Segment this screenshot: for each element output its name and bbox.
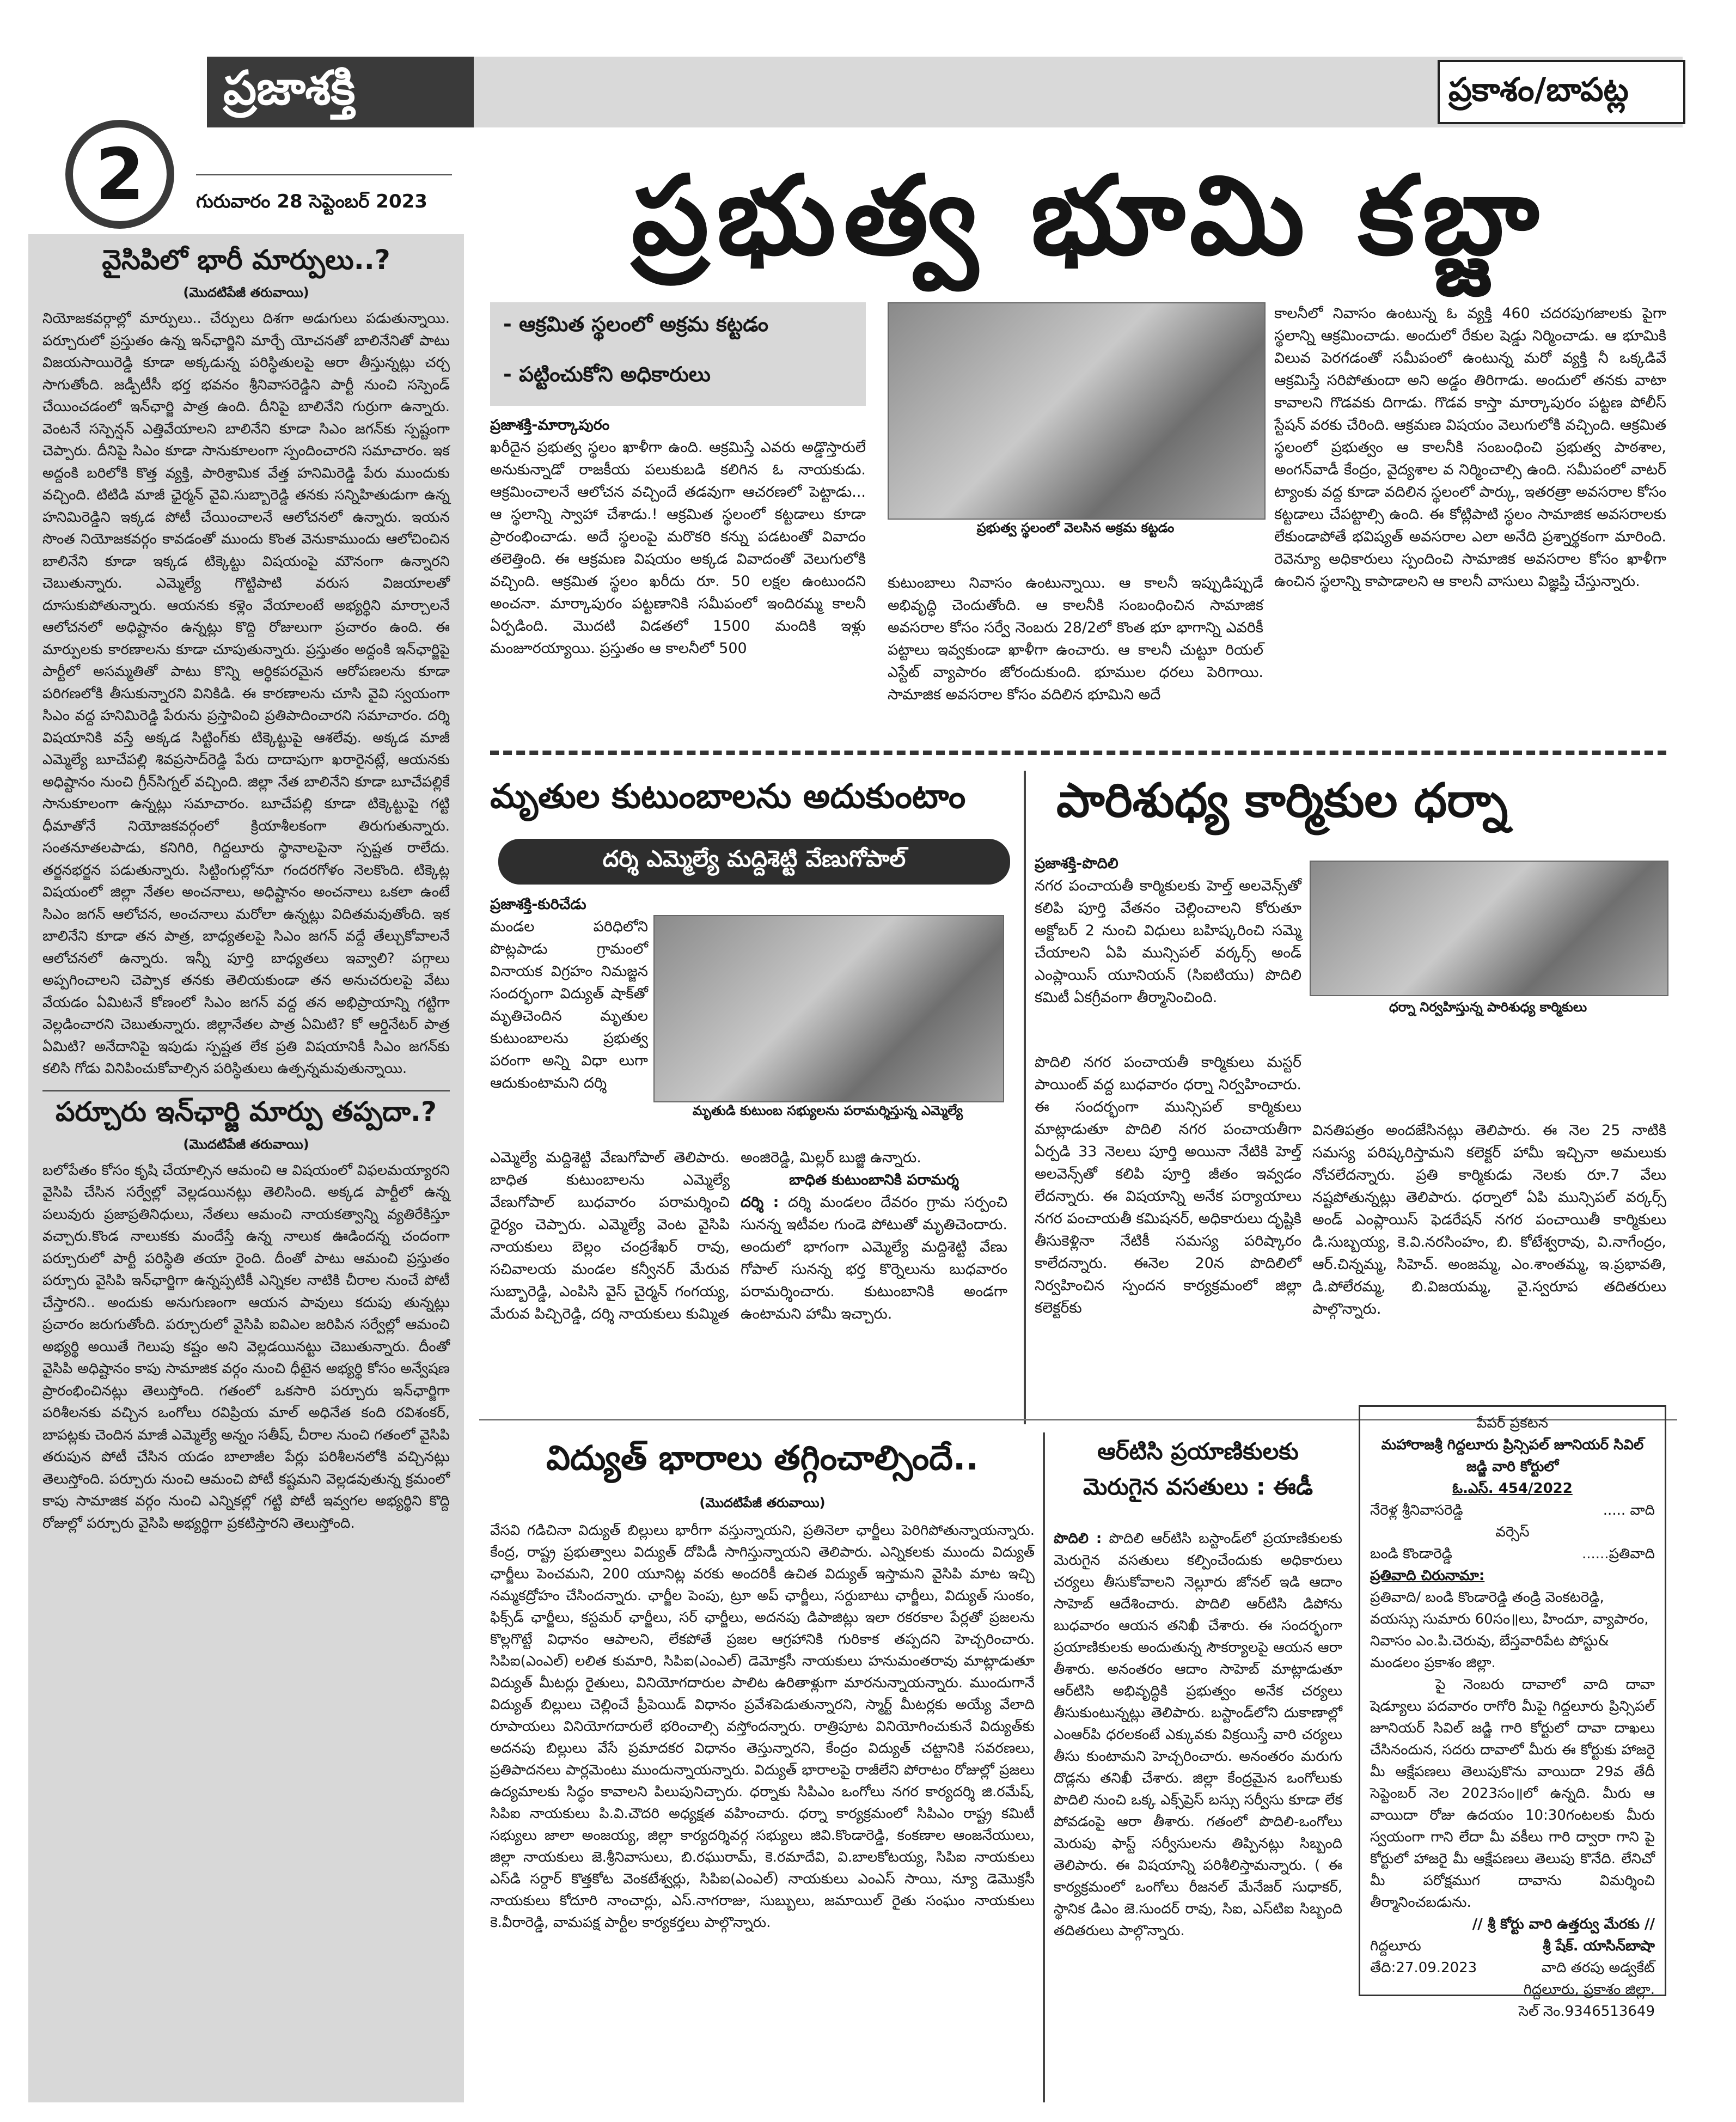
column-rule: [1024, 771, 1026, 1424]
photo-caption: ధర్నా నిర్వహిస్తున్న పారిశుధ్య కార్మికులు: [1389, 999, 1587, 1015]
story-headline: మెరుగైన వసతులు : ఈడీ: [1083, 1473, 1313, 1500]
story-headline: పర్చూరు ఇన్‌ఛార్జి మార్పు తప్పదా.?: [56, 1095, 437, 1127]
story-body: నగర పంచాయతీ కార్మికులకు హెల్త్ అలవెన్స్‌తో కలిపి పూర్తి వేతనం చెల్లించాలని కోరుతూ అక్టోబర్ 2 నుంచి విధులు బహిష్కరించి సమ్మె చేయాలని ఏపి మున్సిపల్ వర్కర్స్ అండ్ ఎంప్లాయిస్ యూనియన్ (సిఐటియు) పొదిలి కమిటీ ఏకగ్రీవంగా తీర్మానించింది.: [1035, 877, 1301, 1006]
notice-date: తేది:27.09.2023: [1370, 1960, 1477, 1976]
advocate-name: శ్రీ షేక్. యాసిన్‌బాషా: [1543, 1938, 1655, 1954]
story-body: ఎమ్మెల్యే మద్దిశెట్టి వేణుగోపాల్ తెలిపారు. బాధిత కుటుంబాలను ఎమ్మెల్యే వేణుగోపాల్ బుధవారం పరామర్శించి ధైర్యం చెప్పారు. ఎమ్మెల్యే వెంట వైసిపి నాయకులు బెల్లం చంద్రశేఖర్ రావు, సచివాలయ మండల కన్వీనర్ మేరువ సుబ్బారెడ్డి, ఎంపిసి వైస్ చైర్మన్ గంగయ్య, మేరువ పిచ్చిరెడ్డి, దర్శి నాయకులు కుమ్మిత: [490, 1149, 730, 1322]
page-number: 2: [65, 120, 174, 229]
plaintiff-role: ..... వాది: [1603, 1502, 1655, 1519]
story-column: [490, 414, 866, 660]
photo-caption: ప్రభుత్వ స్థలంలో వెలసిన అక్రమ కట్టడం: [976, 520, 1175, 535]
column-rule: [1043, 1432, 1045, 2102]
court-order: // శ్రీ కోర్టు వారి ఉత్తర్వు మేరకు //: [1472, 1916, 1655, 1932]
notice-place: గిద్దలూరు: [1370, 1938, 1421, 1954]
story-body: పొదిలి ఆర్‌టిసి బస్టాండ్‌లో ప్రయాణికులకు మెరుగైన వసతులు కల్పించేందుకు అధికారులు చర్యలు తీసుకోవాలని నెల్లూరు జోనల్ ఇడి ఆదాం సాహెబ్ ఆదేశించారు. పొదిలి ఆర్‌టిసి డిపోను బుధవారం ఆయన తనిఖీ చేశారు. ఈ సందర్భంగా ప్రయాణికులకు అందుతున్న సౌకర్యాలపై ఆయన ఆరా తీశారు. అనంతరం ఆదాం సాహెబ్ మాట్లాడుతూ ఆర్‌టిసి అభివృద్ధికి ప్రభుత్వం అనేక చర్యలు తీసుకుంటున్నట్లు తెలిపారు. బస్టాండ్‌లోని దుకాణాల్లో ఎంఆర్‌పి ధరలకంటే ఎక్కువకు విక్రయిస్తే వారి చర్యలు తీసు కుంటామని హెచ్చరించారు. అనంతరం మరుగు దొడ్లను తనిఖీ చేశారు. జిల్లా కేంద్రమైన ఒంగోలుకు పొదిలి నుంచి ఒక్క ఎక్స్‌ప్రెస్ బస్సు సర్వీసు కూడా లేక పోవడంపై ఆరా తీశారు. గతంలో పొదిలి-ఒంగోలు మెరుపు ఫాస్ట్ సర్వీసులను తిప్పినట్లు సిబ్బంది తెలిపారు. ఈ విషయాన్ని పరిశీలిస్తామన్నారు. ( ఈ కార్యక్రమంలో ఒంగోలు రీజనల్ మేనేజర్ సుధాకర్, స్థానిక డిఎం జె.సుందర్ రావు, సిఐ, ఎస్‌టిఐ సిబ్బంది తదితరులు పాల్గొన్నారు.: [1054, 1530, 1342, 1939]
section-divider: [490, 751, 1666, 755]
edition-label: ప్రకాశం/బాపట్ల: [1448, 71, 1629, 109]
story-headline: వైసిపిలో భారీ మార్పులు..?: [102, 244, 390, 276]
story-subhead: దర్శి ఎమ్మెల్యే మద్దిశెట్టి వేణుగోపాల్: [498, 839, 1010, 885]
advocate-role: వాది తరపు అడ్వకేట్: [1541, 1960, 1655, 1976]
story-headline: విద్యుత్ భారాలు తగ్గించాల్సిందే..: [546, 1438, 979, 1478]
address-label: ప్రతివాది చిరునామా:: [1370, 1568, 1485, 1584]
divider: [42, 1090, 450, 1092]
story-body: పొదిలి నగర పంచాయతీ కార్మికులు మస్టర్ పాయింట్ వద్ద బుధవారం ధర్నా నిర్వహించారు. ఈ సందర్భంగా మున్సిపల్ కార్మికులు మాట్లాడుతూ పొదిలి నగర పంచాయతీగా ఏర్పడి 33 నెలలు పూర్తి అయినా నేటికి హెల్త్ అలవెన్స్‌తో కలిపి పూర్తి జీతం ఇవ్వడం లేదన్నారు. ఈ విషయాన్ని అనేక పర్యాయాలు నగర పంచాయతీ కమిషనర్, అధికారులు దృష్టికి తీసుకెళ్లినా నేటికీ సమస్య పరిష్కారం కాలేదన్నారు. ఈనెల 20న పొదిలిలో నిర్వహించిన స్పందన కార్యక్రమంలో జిల్లా కలెక్టర్‌కు: [1035, 1054, 1301, 1316]
versus-label: వర్సెస్: [1495, 1524, 1530, 1540]
dateline: పొదిలి :: [1054, 1530, 1102, 1547]
dateline: ప్రజాశక్తి-పొదిలి: [1035, 855, 1118, 872]
photo-protest: [1310, 861, 1668, 996]
story-body: వినతిపత్రం అందజేసినట్లు తెలిపారు. ఈ నెల 25 నాటికి సమస్య పరిష్కరిస్తామని కలెక్టర్ హామీ ఇచ్చినా అమలుకు నోచలేదన్నారు. ప్రతి కార్మికుడు నెలకు రూ.7 వేలు నష్టపోతున్నట్లు తెలిపారు. ధర్నాలో ఏపి మున్సిపల్ వర్కర్స్ అండ్ ఎంప్లాయిస్ ఫెడరేషన్ నగర పంచాయితీ కార్మికులు డి.సుబ్బయ్య, కె.వి.నరసింహం, బి. కోటేశ్వరావు, వి.నాగేంద్రం, ఆర్.చిన్నమ్మ, సిహెచ్. అంజమ్మ, ఎం.శాంతమ్మ, ఇ.ప్రభావతి, డి.పోలేరమ్మ, బి.విజయమ్మ, వై.స్వరూప తదితరులు పాల్గొన్నారు.: [1312, 1122, 1666, 1318]
story-column: [490, 893, 648, 1094]
story-column: కాలనీలో నివాసం ఉంటున్న ఓ వ్యక్తి 460 చదరపుగజాలకు పైగా స్థలాన్ని ఆక్రమించాడు. అందులో రేకుల షెడ్డు నిర్మించాడు. ఆ భూమికి విలువ పెరగడంతో సమీపంలో ఉంటున్న మరో వ్యక్తి నీ ఒక్కడివే ఆక్రమిస్తే సరిపోతుందా అని అడ్డం తిరిగాడు. అందులో తనకు వాటా కావాలని గొడవకు దిగాడు. గొడవ కాస్తా మార్కాపురం పట్టణ పోలీస్ స్టేషన్ వరకు చేరింది. ఆక్రమణ విషయం వెలుగులోకి వచ్చింది. ఆక్రమిత స్థలంలో ప్రభుత్వం ఆ కాలనీకి సంబంధించి ప్రభుత్వ పాఠశాల, అంగన్‌వాడీ కేంద్రం, వైద్యశాల వ నిర్మించాల్సి ఉంది. సమీపంలో వాటర్ ట్యాంకు వద్ద కూడా వదిలిన స్థలంలో పార్కు, ఇతరత్రా అవసరాల కోసం కట్టడాలు చేపట్టాల్సి ఉంది. ఈ కోట్లిపాటి స్థలం సామాజిక అవసరాలకు లేకుండాపోతే భవిష్యత్ అవసరాల ఎలా అనేది ప్రశ్నార్థకంగా మారింది. రెవెన్యూ అధికారులు స్పందించి సామాజిక అవసరాల కోసం ఖాళీగా ఉంచిన స్థలాన్ని కాపాడాలని ఆ కాలనీ వాసులు విజ్ఞప్తి చేస్తున్నారు.: [1274, 305, 1666, 590]
continued-label: (మొదటిపేజీ తరువాయి): [183, 285, 309, 300]
legal-notice: [1359, 1405, 1666, 2020]
story-column: [741, 1147, 1007, 1325]
notice-body: పై నెంబరు దావాలో వాది దావా షెడ్యూలు పదవారం రాగోరి మీపై గిద్దలూరు ప్రిన్సిపల్ జూనియర్ సివిల్ జడ్జి గారి కోర్టులో దావా దాఖలు చేసినందున, సదరు దావాలో మీరు ఈ కోర్టుకు హాజరై మీ ఆక్షేపణలు తెలుపుకొను వాయిదా 29వ తేదీ సెప్టెంబర్ నెల 2023సం॥లో ఉన్నది. మీరు ఆ వాయిదా రోజు ఉదయం 10:30గంటలకు మీరు స్వయంగా గాని లేదా మీ వకీలు గారి ద్వారా గాని పై కోర్టులో హాజరై మీ ఆక్షేపణలు తెలుపు కొనేది. లేనిచో మీ పరోక్షముగ దావాను విమర్శించి తీర్మానించబడును.: [1370, 1676, 1655, 1911]
story-headline: పారిశుధ్య కార్మికుల ధర్నా: [1056, 773, 1508, 828]
story-body: ఖరీదైన ప్రభుత్వ స్థలం ఖాళీగా ఉంది. ఆక్రమిస్తే ఎవరు అడ్డొస్తారులే అనుకున్నాడో రాజకీయ పలుకుబడి కలిగిన ఓ నాయకుడు. ఆక్రమించాలనే ఆలోచన వచ్చిందే తడవుగా ఆచరణలో పెట్టాడు... ఆ స్థలాన్ని స్వాహా చేశాడు.! ఆక్రమిత స్థలంలో కట్టడాలు కూడా ప్రారంభించాడు. అదే స్థలంపై మరొకరి కన్ను పడటంతో వివాదం తలెత్తింది. ఈ ఆక్రమణ విషయం అక్కడ వివాదంతో వెలుగులోకి వచ్చింది. ఆక్రమిత స్థలం ఖరీదు రూ. 50 లక్షల ఉంటుందని అంచనా. మార్కాపురం పట్టణానికి సమీపంలో ఇందిరమ్మ కాలనీ ఏర్పడింది. మొదటి విడతలో 1500 మందికి ఇళ్లు మంజూరయ్యాయి. ప్రస్తుతం ఆ కాలనీలో 500: [490, 439, 866, 657]
notice-court: మహారాజశ్రీ గిద్దలూరు ప్రిన్సిపల్ జూనియర్ సివిల్ జడ్జి వారి కోర్టులో: [1381, 1437, 1644, 1475]
date-rule: [196, 174, 452, 175]
advocate-address: గిద్దలూరు, ప్రకాశం జిల్లా.: [1523, 1981, 1655, 1998]
dateline: ప్రజాశక్తి-మార్కాపురం: [490, 417, 610, 434]
notice-case: ఓ.ఎస్. 454/2022: [1452, 1480, 1573, 1497]
sub-headline: బాధిత కుటుంబానికి పరామర్శ: [789, 1172, 959, 1188]
defendant-address: ప్రతివాది/ బండి కొండారెడ్డి తండ్రి వెంకటరెడ్డి, వయస్సు సుమారు 60సం॥లు, హిందూ, వ్యాపారం, నివాసం ఎం.పి.చెరువు, బేస్తవారిపేట పోస్టు& మండలం ప్రకాశం జిల్లా.: [1370, 1589, 1649, 1671]
newspaper-logo: ప్రజాశక్తి: [223, 61, 356, 115]
story-body: మండల పరిధిలోని పొట్లపాడు గ్రామంలో వినాయక విగ్రహం నిమజ్జన సందర్భంగా విద్యుత్ షాక్‌తో మృతిచెందిన మృతుల కుటుంబాలను ప్రభుత్వ పరంగా అన్ని విధా లుగా ఆదుకుంటామని దర్శి: [490, 918, 648, 1092]
story-body: వేసవి గడిచినా విద్యుత్ బిల్లులు భారీగా వస్తున్నాయని, ప్రతినెలా ఛార్జీలు పెరిగిపోతున్నాయన్నారు. కేంద్ర, రాష్ట్ర ప్రభుత్వాలు విద్యుత్ దోపిడీ సాగిస్తున్నాయని తెలిపారు. ఎన్నికలకు ముందు విద్యుత్ ఛార్జీలు పెంచమని, 200 యూనిట్ల వరకు అందరికీ ఉచిత విద్యుత్ ఇస్తామని వైసిపి మాట ఇచ్చి నమ్మకద్రోహం చేసిందన్నారు. ఛార్జీల పెంపు, ట్రూ అప్ ఛార్జీలు, సర్దుబాటు ఛార్జీలు, విద్యుత్ సుంకం, ఫిక్స్‌డ్ ఛార్జీలు, కస్టమర్ ఛార్జీలు, సర్ ఛార్జీలు, అదనపు డిపాజిట్లు ఇలా రకరకాల పేర్లతో ప్రజలను కొల్లగొట్టే విధానం ఆపాలని, లేకపోతే ప్రజల ఆగ్రహానికి గురికాక తప్పదని హెచ్చరించారు. సిపిఐ(ఎంఎల్) లలిత కుమారి, సిపిఐ(ఎంఎల్) డెమోక్రసీ నాయకులు హనుమంతరావు మాట్లాడుతూ విద్యుత్ మీటర్లు రైతులు, వినియోగదారుల పాలిట ఉరితాళ్లుగా మారనున్నాయన్నారు. ముందుగానే విద్యుత్ బిల్లులు చెల్లించే ప్రీపెయిడ్ విధానం ప్రవేశపెడుతున్నారని, స్మార్ట్ మీటర్లకు అయ్యే వేలాది రూపాయలు వినియోగదారులే భరించాల్సి వస్తోందన్నారు. రాత్రిపూట వినియోగించుకునే విద్యుత్‌కు అదనపు బిల్లులు వేసే ప్రమాదకర విధానం తెస్తున్నారని, కేంద్రం విద్యుత్ చట్టానికి సవరణలు, ప్రతిపాదనలు పార్లమెంటు ముందున్నాయన్నారు. విద్యుత్ భారాలపై రాజీలేని పోరాటం రోజుల్లో ప్రజలు ఉద్యమాలకు సిద్ధం కావాలని పిలుపునిచ్చారు. ధర్నాకు సిపిఎం ఒంగోలు నగర కార్యదర్శి జి.రమేష్, సిపిఐ నాయకులు పి.వి.చౌదరి అధ్యక్షత వహించారు. ధర్నా కార్యక్రమంలో సిపిఎం రాష్ట్ర కమిటీ సభ్యులు జాలా అంజయ్య, జిల్లా కార్యదర్శివర్గ సభ్యులు జివి.కొండారెడ్డి, కంకణాల ఆంజనేయులు, జిల్లా నాయకులు జె.శ్రీనివాసులు, బి.రఘురామ్, కె.రమాదేవి, వి.బాలకోటయ్య, సిపిఐ నాయకులు ఎస్‌డి సర్దార్ కొత్తకోట వెంకటేశ్వర్లు, సిపిఐ(ఎంఎల్) నాయకులు ఎంఎస్ సాయి, న్యూ డెమొక్రసీ నాయకులు కోదూరి నాంచార్లు, ఎస్.నాగరాజు, సుబ్బులు, జమాయిల్ రైతు సంఘం నాయకులు కె.వీరారెడ్డి, వామపక్ష పార్టీల కార్యకర్తలు పాల్గొన్నారు.: [490, 1522, 1035, 1931]
dateline: ప్రజాశక్తి-కురిచేడు: [490, 896, 586, 913]
main-headline: ప్రభుత్వ భూమి కబ్జా: [631, 153, 1547, 279]
photo-illegal-construction: [888, 302, 1266, 520]
photo-mla-visit: [653, 915, 1004, 1102]
continued-label: (మొదటిపేజీ తరువాయి): [699, 1495, 826, 1510]
story-column: [1035, 852, 1301, 1009]
defendant-role: ......ప్రతివాది: [1581, 1546, 1655, 1562]
left-column: [28, 234, 464, 2102]
photo-caption: మృతుడి కుటుంబ సభ్యులను పరామర్శిస్తున్న ఎమ్మెల్యే: [692, 1103, 963, 1118]
plaintiff-name: నేరెళ్ల శ్రీనివాసరెడ్డి: [1370, 1502, 1463, 1519]
story-body: దర్శి మండలం దేవరం గ్రామ సర్పంచి సునన్న ఇటీవల గుండె పోటుతో మృతిచెందారు. అందులో భాగంగా ఎమ్మెల్యే మద్దిశెట్టి వేణు గోపాల్ సునన్న భర్త కొర్నెలును బుధవారం పరామర్శించారు. కుటుంబానికి అండగా ఉంటామని హామీ ఇచ్చారు.: [741, 1194, 1007, 1322]
defendant-name: బండి కొండారెడ్డి: [1370, 1546, 1452, 1562]
bullets-box: [490, 302, 866, 406]
bullet-item: - పట్టించుకోని అధికారులు: [503, 362, 711, 386]
issue-date: గురువారం 28 సెప్టెంబర్ 2023: [196, 191, 427, 212]
bullet-item: - ఆక్రమిత స్థలంలో అక్రమ కట్టడం: [503, 312, 769, 336]
story-body: బలోపేతం కోసం కృషి చేయాల్సిన ఆమంచి ఆ విషయంలో విఫలమయ్యారని వైసిపి చేసిన సర్వేల్లో వెల్లడయినట్లు తెలిసింది. అక్కడ పార్టీలో ఉన్న పలువురు ప్రజాప్రతినిధులు, నేతలు ఆమంచి నాయకత్వాన్ని వ్యతిరేకిస్తూ వచ్చారు.కొండ నాలుకకు మందేస్తే ఉన్న నాలుక ఊడిందన్న చందంగా పర్చూరులో పార్టీ పరిస్థితి తయా రైంది. దీంతో పాటు ఆమంచి ప్రస్తుతం పర్చూరు వైసిపి ఇన్‌ఛార్జిగా ఉన్నప్పటికీ ఎన్నికల నాటికి చీరాల నుంచే పోటీ చేస్తారని.. అందుకు అనుగుణంగా ఆయన పావులు కదుపు తున్నట్లు ప్రచారం జరుగుతోంది. పర్చూరులో వైసిపి ఐవిఎల జరిపిన సర్వేల్లో ఆమంచి అభ్యర్థి అయితే గెలుపు కష్టం అని వెల్లడయినట్టు చెబుతున్నారు. దీంతో వైసిపి అధిష్టానం కాపు సామాజిక వర్గం నుంచి ధీటైన అభ్యర్థి కోసం అన్వేషణ ప్రారంభించినట్లు తెలుస్తోంది. గతంలో ఒకసారి పర్చూరు ఇన్‌ఛార్జిగా పరిశీలనకు వచ్చిన ఒంగోలు రవిప్రియ మాల్ అధినేత కంది రవిశంకర్, బాపట్లకు చెందిన మాజీ ఎమ్మెల్యే అన్నం సతీష్, చీరాల నుంచి గతంలో వైసిపి తరుపున పోటీ చేసిన యడం బాలాజీల పేర్లు పరిశీలనలోకి వచ్చినట్లు తెలుస్తోంది. పర్చూరు నుంచి ఆమంచి పోటీ కష్టమని వెల్లడవుతున్న క్రమంలో కాపు సామాజిక వర్గం నుంచి ఎన్నికల్లో గట్టి పోటీ ఇవ్వగల అభ్యర్థిని కొద్ది రోజుల్లో పర్చూరు వైసిపి అభ్యర్థిగా ప్రకటిస్తారని తెలుస్తోంది.: [42, 1162, 450, 1532]
dateline: దర్శి :: [741, 1194, 779, 1211]
story-headline: మృతుల కుటుంబాలను అదుకుంటాం: [490, 776, 966, 816]
story-body: నియోజకవర్గాల్లో మార్పులు.. చేర్పులు దిశగా అడుగులు పడుతున్నాయి. పర్చూరులో ప్రస్తుతం ఉన్న ఇన్‌ఛార్జిని మార్చే యోచనతో బాలినేనితో పాటు విజయసాయిరెడ్డి కూడా అక్కడున్న పరిస్థితులపై ఆరా తీస్తున్నట్లు చర్చ సాగుతోంది. జడ్పీటీసీ భర్త భవనం శ్రీనివాసరెడ్డిని పార్టీ నుంచి సస్పెండ్ చేయించడంలో ఇన్‌ఛార్జి పాత్ర ఉంది. దీనిపై బాలినేని గుర్రుగా ఉన్నారు. వెంటనే సస్పెన్షన్ ఎత్తివేయాలని బాలినేని కూడా సిఎం జగన్‌కు స్పష్టంగా చెప్పారు. దీనిపై సిఎం కూడా సానుకూలంగా స్పందించారని సమాచారం. ఇక అద్దంకి బరిలోకి కొత్త వ్యక్తి, పారిశ్రామిక వేత్త హనిమిరెడ్డి పేరు ముందుకు వచ్చింది. టిటిడి మాజీ ఛైర్మన్ వైవి.సుబ్బారెడ్డి తనకు సన్నిహితుడుగా ఉన్న హనిమిరెడ్డిని ఇక్కడ పోటీ చేయించాలనే ఆలోచనలో ఉన్నారు. ఇయన సొంత నియోజకవర్గం కావడంతో ముందు కొంత వెనుకాముందు ఆలోచించిన బాలినేని కూడా ఇక్కడ టిక్కెట్టు విషయంపై మౌనంగా ఉన్నారని చెబుతున్నారు. ఎమ్మెల్యే గొట్టిపాటి వరుస విజయాలతో దూసుకుపోతున్నారు. ఆయనకు కళ్లెం వేయాలంటే అభ్యర్థిని మార్చాలనే ఆలోచనలో అధిష్టానం ఉన్నట్లు కొద్ది రోజులుగా ప్రచారం ఉంది. ఈ మార్పులకు కారణాలను కూడా చూపుతున్నారు. ప్రస్తుతం అద్దంకి ఇన్‌ఛార్జిపై పార్టీలో అసమ్మతితో పాటు కొన్ని ఆర్థికపరమైన ఆరోపణలను కూడా పరిగణలోకి తీసుకున్నారని వినికిడి. ఈ కారణాలను చూసి వైవి స్వయంగా సిఎం వద్ద హనిమిరెడ్డి పేరును ప్రస్తావించి ప్రతిపాదించారని సమాచారం. దర్శి విషయానికి వస్తే అక్కడ సిట్టింగ్‌కు టిక్కెట్టుపై ఆశలేవు. అక్కడ మాజీ ఎమ్మెల్యే బూచేపల్లి శివప్రసాద్‌రెడ్డి పేరు దాదాపుగా ఖరారైనట్లే, ఆయనకు అధిష్టానం నుంచి గ్రీన్‌సిగ్నల్ వచ్చింది. జిల్లా నేత బాలినేని కూడా బూచేపల్లికే సానుకూలంగా ఉన్నట్లు సమాచారం. బూచేపల్లి కూడా టిక్కెట్టుపై గట్టి ధీమాతోనే నియోజకవర్గంలో క్రియాశీలకంగా తిరుగుతున్నారు. సంతనూతలపాడు, కనిగిరి, గిద్దలూరు స్థానాలపైనా స్పష్టత రాలేదు. తర్జనభర్జన పడుతున్నారు. సిట్టింగుల్లోనూ గందరగోళం నెలకొంది. టిక్కెట్ల విషయంలో జిల్లా నేతల అంచనాలు, అధిష్టానం అంచనాలు ఒకలా ఉంటే సిఎం జగన్ ఆలోచన, అంచనాలు మరోలా ఉన్నట్లు విదితమవుతోంది. ఇక బాలినేని కూడా తన పాత్ర, బాధ్యతలపై సిఎం జగన్ వద్దే తేల్చుకోవాలనే ఆలోచనలో ఉన్నారు. ఇన్నీ పూర్తి బాధ్యతలు ఇవ్వాలి? పగ్గాలు అప్పగించాలని చెప్పాక తనకు తెలియకుండా తన అనుచరులపై వేటు వేయడం ఏమిటనే కోణంలో సిఎం జగన్ వద్ద తన అభిప్రాయాన్ని గట్టిగా వెల్లడించారని చెబుతున్నారు. జిల్లానేతల పాత్ర ఏమిటి? కో ఆర్డినేటర్ పాత్ర ఏమిటి? అనేదానిపై ఇపుడు స్పష్టత లేక ప్రతి విషయానికీ సిఎం జగన్‌కు కలిసి గోడు వినిపించుకోవాల్సిన పరిస్థితులు ఉత్పన్నమవుతున్నాయి.: [42, 310, 450, 1077]
advocate-phone: సెల్ నెం.9346513649: [1518, 2003, 1655, 2020]
notice-title: పేపర్ ప్రకటన: [1476, 1415, 1549, 1431]
story-body: అంజిరెడ్డి, మిల్లర్ బుజ్జి ఉన్నారు.: [741, 1149, 921, 1166]
story-headline: ఆర్‌టిసి ప్రయాణికులకు: [1097, 1438, 1299, 1465]
story-column: కుటుంబాలు నివాసం ఉంటున్నాయి. ఆ కాలనీ ఇప్పుడిప్పుడే అభివృద్ధి చెందుతోంది. ఆ కాలనీకి సంబంధించిన సామాజిక అవసరాల కోసం సర్వే నెంబరు 28/2లో కొంత భూ భాగాన్ని ఎవరికీ పట్టాలు ఇవ్వకుండా ఖాళీగా ఉంచారు. ఆ కాలనీ చుట్టూ రియల్ ఎస్టేట్ వ్యాపారం జోరందుకుంది. భూముల ధరలు పెరిగాయి. సామాజిక అవసరాల కోసం వదిలిన భూమిని అదే: [888, 575, 1263, 703]
story-column: [1054, 1528, 1342, 1942]
continued-label: (మొదటిపేజీ తరువాయి): [183, 1136, 309, 1152]
